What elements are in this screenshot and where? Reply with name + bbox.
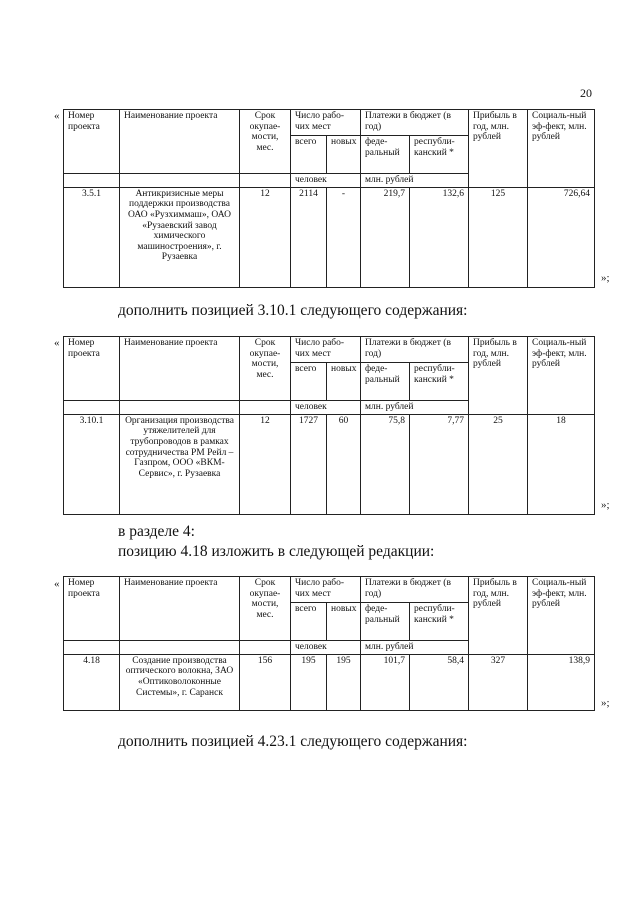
- header-jobs-total: всего: [291, 363, 327, 401]
- header-social: Социаль-ный эф-фект, млн. рублей: [528, 577, 595, 655]
- unit-mln: млн. рублей: [361, 641, 469, 655]
- cell-fed: 101,7: [361, 654, 410, 710]
- cell-num: 3.5.1: [64, 187, 120, 287]
- project-table-1: [63, 109, 595, 288]
- unit-mln: млн. рублей: [361, 401, 469, 415]
- header-jobs-new: новых: [327, 136, 361, 174]
- cell-rep: 7,77: [410, 414, 469, 514]
- quote-close: »;: [601, 697, 610, 709]
- cell-social: 726,64: [528, 187, 595, 287]
- header-fed: феде-ральный: [361, 363, 410, 401]
- header-payback: Срок окупае-мости, мес.: [240, 577, 291, 641]
- header-fed: феде-ральный: [361, 136, 410, 174]
- cell-name: Антикризисные меры поддержки производства ОАО «Рузхиммаш», ОАО «Рузаевский завод химического машиностроения», г. Рузаевка: [120, 187, 240, 287]
- unit-people: человек: [291, 401, 361, 415]
- cell-total: 1727: [291, 414, 327, 514]
- header-name: Наименование проекта: [120, 110, 240, 174]
- cell-total: 195: [291, 654, 327, 710]
- cell-fed: 219,7: [361, 187, 410, 287]
- cell-rep: 132,6: [410, 187, 469, 287]
- table-row: [64, 654, 595, 710]
- cell-name: Организация производства утяжелителей для трубопроводов в рамках сотрудничества РМ Рейл – Газпром, ООО «ВКМ-Сервис», г. Рузаевка: [120, 414, 240, 514]
- cell-fed: 75,8: [361, 414, 410, 514]
- header-profit: Прибыль в год, млн. рублей: [469, 577, 528, 655]
- page-number: 20: [580, 86, 592, 100]
- quote-close: »;: [601, 499, 610, 511]
- cell-name: Создание производства оптического волокна, ЗАО «Оптиковолоконные Системы», г. Саранск: [120, 654, 240, 710]
- header-profit: Прибыль в год, млн. рублей: [469, 337, 528, 415]
- header-num: Номер проекта: [64, 110, 120, 174]
- header-jobs-new: новых: [327, 603, 361, 641]
- header-jobs-total: всего: [291, 136, 327, 174]
- paragraph-section-4: в разделе 4:: [118, 523, 195, 540]
- quote-open: «: [54, 578, 60, 590]
- cell-total: 2114: [291, 187, 327, 287]
- header-payments: Платежи в бюджет (в год): [361, 577, 469, 603]
- header-fed: феде-ральный: [361, 603, 410, 641]
- header-rep: республи-канский *: [410, 603, 469, 641]
- header-jobs: Число рабо-чих мест: [291, 577, 361, 603]
- cell-new: 60: [327, 414, 361, 514]
- header-social: Социаль-ный эф-фект, млн. рублей: [528, 337, 595, 415]
- header-num: Номер проекта: [64, 577, 120, 641]
- cell-rep: 58,4: [410, 654, 469, 710]
- unit-people: человек: [291, 174, 361, 188]
- cell-num: 3.10.1: [64, 414, 120, 514]
- quote-open: «: [54, 337, 60, 349]
- paragraph-add-3-10-1: дополнить позицией 3.10.1 следующего содержания:: [118, 302, 468, 319]
- header-jobs: Число рабо-чих мест: [291, 337, 361, 363]
- cell-new: 195: [327, 654, 361, 710]
- header-name: Наименование проекта: [120, 577, 240, 641]
- cell-profit: 125: [469, 187, 528, 287]
- unit-people: человек: [291, 641, 361, 655]
- header-jobs-new: новых: [327, 363, 361, 401]
- quote-close: »;: [601, 272, 610, 284]
- header-num: Номер проекта: [64, 337, 120, 401]
- header-name: Наименование проекта: [120, 337, 240, 401]
- header-rep: республи-канский *: [410, 136, 469, 174]
- cell-profit: 25: [469, 414, 528, 514]
- table-row: [64, 414, 595, 514]
- header-profit: Прибыль в год, млн. рублей: [469, 110, 528, 188]
- paragraph-edit-4-18: позицию 4.18 изложить в следующей редакции:: [118, 543, 435, 560]
- header-payback: Срок окупае-мости, мес.: [240, 337, 291, 401]
- header-rep: республи-канский *: [410, 363, 469, 401]
- header-social: Социаль-ный эф-фект, млн. рублей: [528, 110, 595, 188]
- cell-social: 138,9: [528, 654, 595, 710]
- header-payback: Срок окупае-мости, мес.: [240, 110, 291, 174]
- header-jobs: Число рабо-чих мест: [291, 110, 361, 136]
- cell-payback: 156: [240, 654, 291, 710]
- header-payments: Платежи в бюджет (в год): [361, 337, 469, 363]
- cell-num: 4.18: [64, 654, 120, 710]
- table-row: [64, 187, 595, 287]
- paragraph-add-4-23-1: дополнить позицией 4.23.1 следующего содержания:: [118, 733, 468, 750]
- quote-open: «: [54, 110, 60, 122]
- header-jobs-total: всего: [291, 603, 327, 641]
- cell-payback: 12: [240, 187, 291, 287]
- cell-social: 18: [528, 414, 595, 514]
- project-table-3: [63, 576, 595, 711]
- unit-mln: млн. рублей: [361, 174, 469, 188]
- cell-payback: 12: [240, 414, 291, 514]
- cell-profit: 327: [469, 654, 528, 710]
- header-payments: Платежи в бюджет (в год): [361, 110, 469, 136]
- cell-new: -: [327, 187, 361, 287]
- project-table-2: [63, 336, 595, 515]
